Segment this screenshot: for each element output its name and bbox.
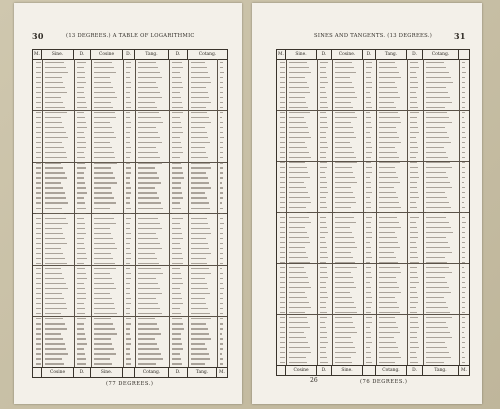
table-row <box>33 75 227 80</box>
right-bottom-number: 26 <box>310 377 318 384</box>
table-row <box>277 215 469 220</box>
table-row <box>33 322 227 327</box>
left-table-footer <box>33 367 227 377</box>
table-row <box>33 266 227 271</box>
table-row <box>33 171 227 176</box>
table-row <box>33 317 227 322</box>
table-row <box>277 110 469 115</box>
table-row <box>33 236 227 241</box>
table-row <box>277 240 469 245</box>
table-row <box>33 151 227 156</box>
table-row <box>277 280 469 285</box>
table-row <box>33 276 227 281</box>
table-row <box>277 300 469 305</box>
table-row <box>277 285 469 290</box>
table-row <box>277 95 469 100</box>
right-foot-d3: D. <box>407 366 423 375</box>
table-row <box>33 130 227 135</box>
table-row <box>277 350 469 355</box>
left-foot-tang: Tang. <box>188 368 217 377</box>
table-row <box>277 265 469 270</box>
table-row <box>277 320 469 325</box>
table-row <box>277 60 469 65</box>
table-row <box>277 270 469 275</box>
table-row <box>277 200 469 205</box>
right-col-d2: D. <box>363 50 376 59</box>
table-row <box>33 246 227 251</box>
table-row <box>33 271 227 276</box>
table-row <box>277 180 469 185</box>
table-row <box>33 196 227 201</box>
table-row <box>33 291 227 296</box>
left-bottom-label: (77 DEGREES.) <box>106 381 154 387</box>
table-row <box>33 60 227 65</box>
table-row <box>277 145 469 150</box>
table-row <box>33 181 227 186</box>
table-row <box>33 206 227 211</box>
right-table-body <box>277 59 469 366</box>
right-head-text: SINES AND TANGENTS. (13 DEGREES.) <box>314 33 433 39</box>
table-row <box>277 295 469 300</box>
table-row <box>33 281 227 286</box>
table-row <box>33 327 227 332</box>
left-foot-d1: D. <box>74 368 91 377</box>
table-row <box>33 286 227 291</box>
table-row <box>277 220 469 225</box>
table-row <box>33 186 227 191</box>
left-foot-d3: D. <box>169 368 188 377</box>
table-row <box>33 141 227 146</box>
table-row <box>33 251 227 256</box>
table-row <box>277 230 469 235</box>
right-col-sine: Sine. <box>286 50 317 59</box>
right-foot-d1: D. <box>317 366 332 375</box>
table-row <box>277 330 469 335</box>
right-log-table <box>276 49 470 376</box>
left-col-cosine: Cosine <box>91 50 123 59</box>
table-row <box>33 307 227 312</box>
table-row <box>277 305 469 310</box>
table-row <box>33 110 227 115</box>
table-row <box>33 231 227 236</box>
table-row <box>33 221 227 226</box>
table-row <box>277 125 469 130</box>
table-row <box>277 70 469 75</box>
left-foot-cotang: Cotang. <box>135 368 169 377</box>
right-foot-cotang: Cotang. <box>376 366 407 375</box>
table-row <box>33 302 227 307</box>
right-col-tang: Tang. <box>376 50 407 59</box>
table-row <box>277 185 469 190</box>
table-row <box>277 65 469 70</box>
left-foot-sine: Sine. <box>91 368 123 377</box>
table-row <box>277 360 469 365</box>
table-row <box>277 100 469 105</box>
right-running-head <box>252 33 482 43</box>
table-row <box>277 165 469 170</box>
table-row <box>33 261 227 266</box>
table-row <box>33 166 227 171</box>
table-row <box>277 155 469 160</box>
table-row <box>33 135 227 140</box>
table-row <box>277 260 469 265</box>
table-row <box>277 235 469 240</box>
left-col-cotang: Cotang. <box>198 52 217 57</box>
right-table-rows <box>277 60 469 365</box>
table-row <box>277 80 469 85</box>
table-row <box>33 100 227 105</box>
table-row <box>277 275 469 280</box>
table-row <box>277 355 469 360</box>
left-running-head <box>14 33 242 43</box>
table-row <box>277 115 469 120</box>
right-foot-cosine: Cosine <box>286 366 317 375</box>
table-row <box>33 146 227 151</box>
table-row <box>277 90 469 95</box>
table-row <box>33 125 227 130</box>
left-foot-m: M. <box>219 370 225 375</box>
table-row <box>277 340 469 345</box>
table-row <box>33 226 227 231</box>
table-row <box>277 175 469 180</box>
table-row <box>277 210 469 215</box>
right-col-d1: D. <box>317 50 332 59</box>
table-row <box>277 160 469 165</box>
left-table-body <box>33 59 227 368</box>
left-table-rows <box>33 60 227 367</box>
table-row <box>277 140 469 145</box>
table-row <box>33 211 227 216</box>
table-row <box>33 176 227 181</box>
table-row <box>33 256 227 261</box>
right-foot-m: M. <box>461 368 467 373</box>
table-row <box>277 250 469 255</box>
table-row <box>33 201 227 206</box>
table-row <box>277 170 469 175</box>
left-foot-cosine: Cosine <box>42 368 74 377</box>
table-row <box>277 290 469 295</box>
right-col-cotang: Cotang. <box>423 50 459 59</box>
table-row <box>277 325 469 330</box>
table-row <box>277 225 469 230</box>
table-row <box>33 95 227 100</box>
table-row <box>277 135 469 140</box>
right-page <box>252 3 482 404</box>
table-row <box>33 65 227 70</box>
right-col-m: M. <box>277 50 286 59</box>
table-row <box>33 296 227 301</box>
table-row <box>33 352 227 357</box>
table-row <box>33 337 227 342</box>
left-col-m: M. <box>33 50 42 59</box>
table-row <box>277 150 469 155</box>
table-row <box>33 161 227 166</box>
table-row <box>33 105 227 110</box>
table-row <box>277 315 469 320</box>
table-row <box>277 105 469 110</box>
table-row <box>33 120 227 125</box>
left-col-d3: D. <box>169 50 188 59</box>
table-row <box>33 347 227 352</box>
table-row <box>33 362 227 367</box>
left-col-d2: D. <box>123 50 135 59</box>
table-row <box>33 216 227 221</box>
right-col-d3: D. <box>407 50 423 59</box>
table-row <box>277 255 469 260</box>
table-row <box>277 345 469 350</box>
table-row <box>277 120 469 125</box>
left-col-tang: Tang. <box>135 50 169 59</box>
left-page-number: 30 <box>32 31 44 41</box>
left-log-table <box>32 49 228 378</box>
table-row <box>33 80 227 85</box>
right-col-cosine: Cosine. <box>332 50 363 59</box>
table-row <box>277 190 469 195</box>
right-foot-sine: Sine. <box>332 366 363 375</box>
left-head-text: (13 DEGREES.) A TABLE OF LOGARITHMIC <box>66 33 195 39</box>
table-row <box>33 357 227 362</box>
right-bottom-label: (76 DEGREES.) <box>360 379 408 385</box>
table-row <box>277 205 469 210</box>
table-row <box>33 241 227 246</box>
table-row <box>277 310 469 315</box>
table-row <box>277 75 469 80</box>
table-row <box>277 130 469 135</box>
right-table-footer <box>277 365 469 375</box>
table-row <box>33 70 227 75</box>
table-row <box>277 85 469 90</box>
table-row <box>277 335 469 340</box>
table-row <box>33 90 227 95</box>
right-page-number: 31 <box>454 31 466 41</box>
table-row <box>33 191 227 196</box>
table-row <box>33 85 227 90</box>
right-foot-tang: Tang. <box>423 366 459 375</box>
table-row <box>277 245 469 250</box>
table-row <box>277 195 469 200</box>
table-row <box>33 342 227 347</box>
left-col-d1: D. <box>74 50 91 59</box>
left-page <box>14 3 242 404</box>
left-col-sine: Sine. <box>42 50 74 59</box>
table-row <box>33 332 227 337</box>
table-row <box>33 312 227 317</box>
table-row <box>33 156 227 161</box>
table-row <box>33 115 227 120</box>
